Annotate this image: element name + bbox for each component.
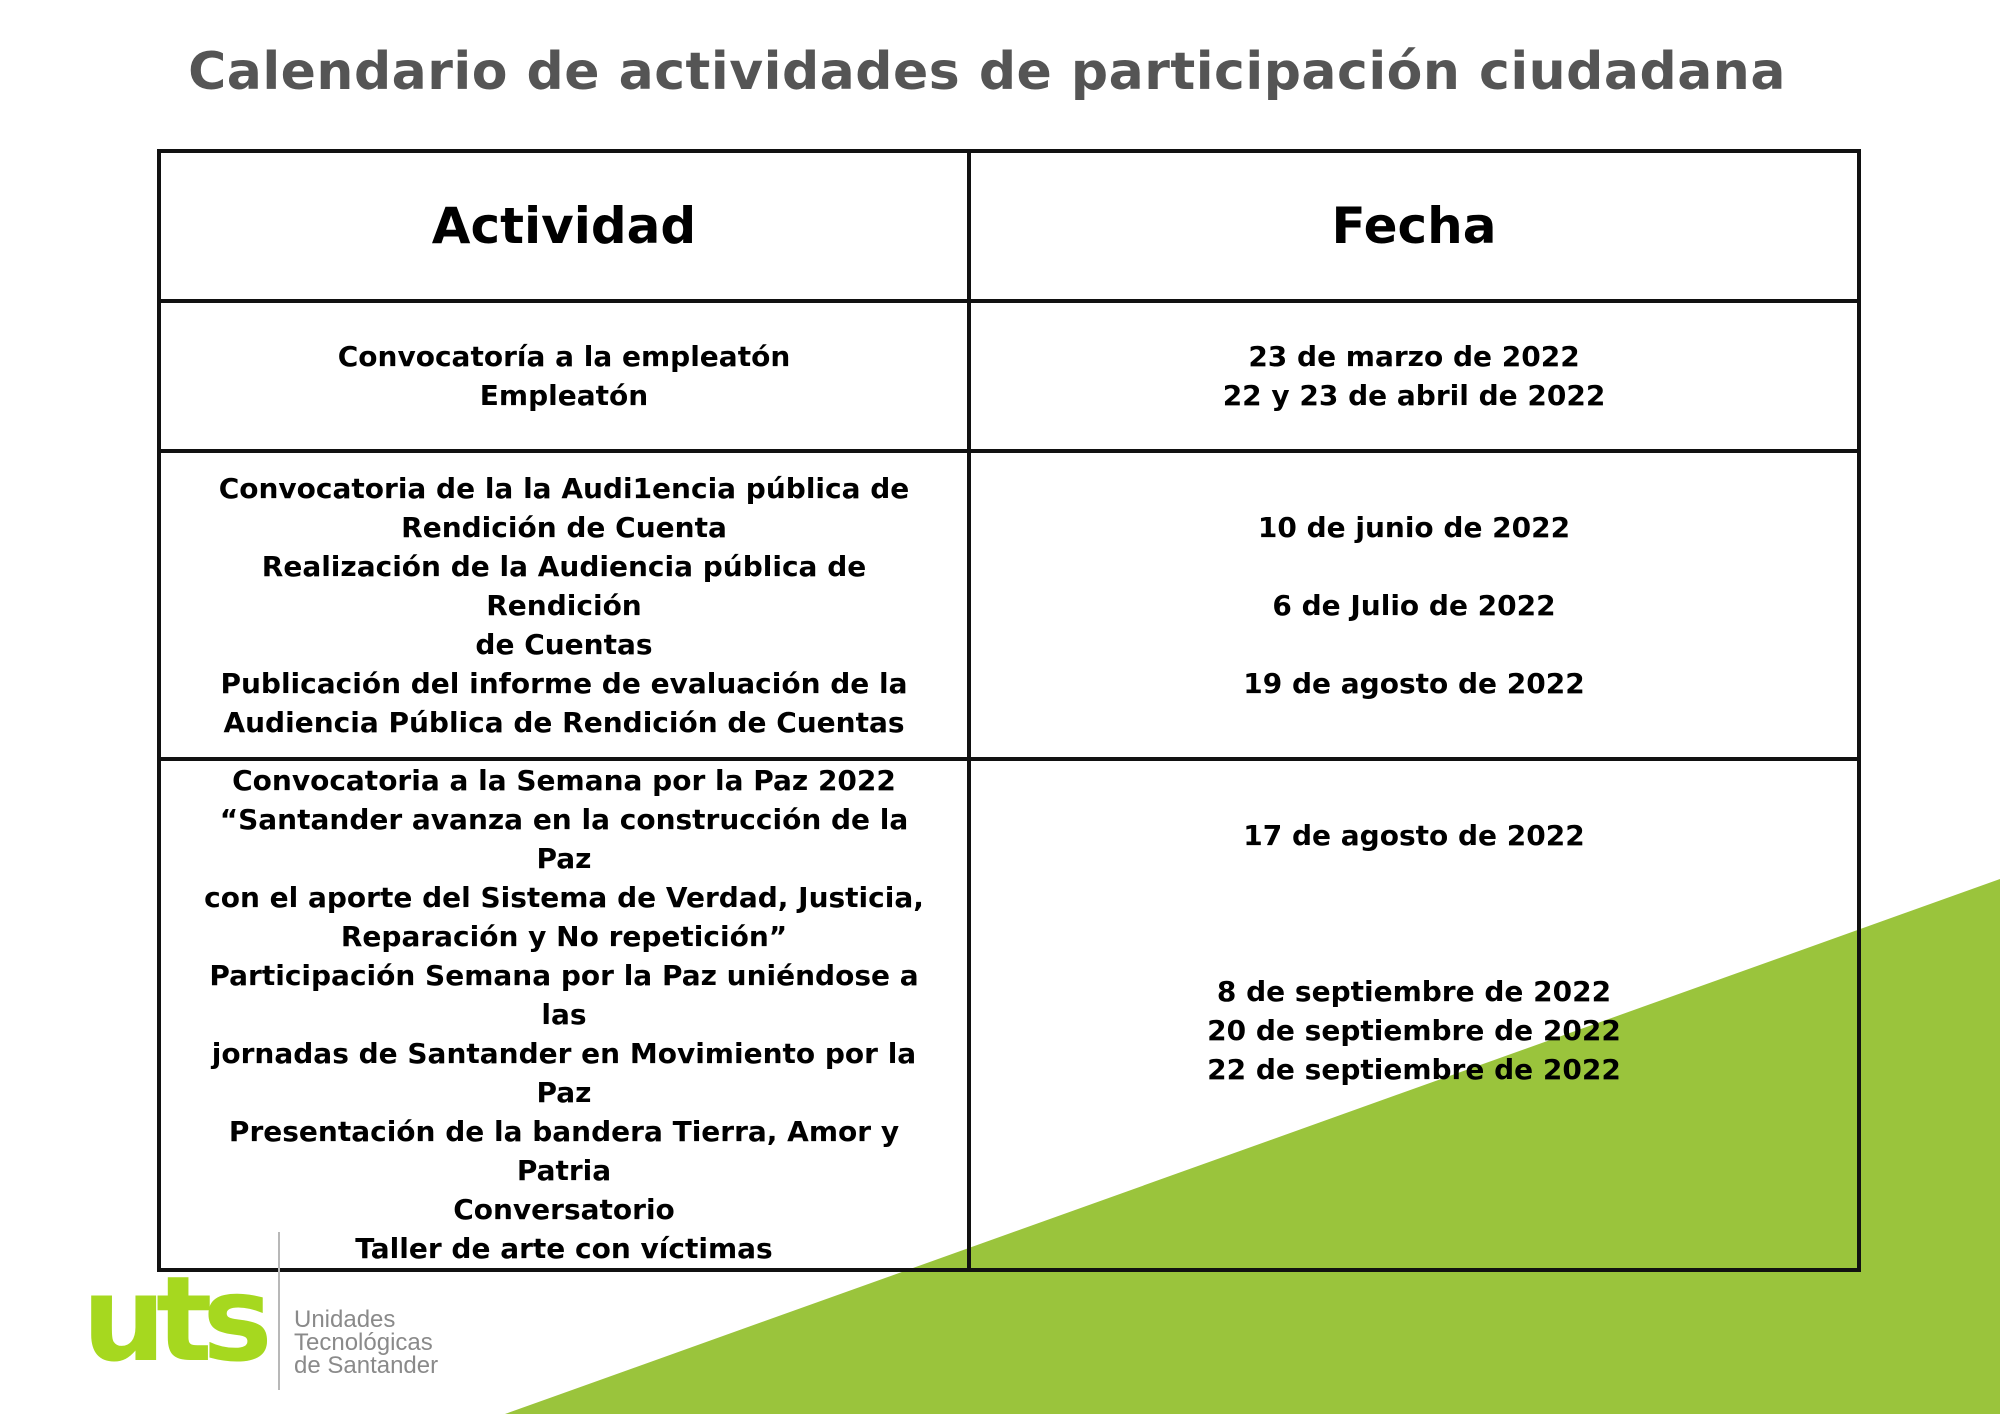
date-cell bbox=[969, 451, 1859, 759]
activity-line: Reparación y No repetición” bbox=[340, 920, 788, 953]
spacer bbox=[1001, 855, 1827, 972]
activity-line: Conversatorio bbox=[453, 1193, 675, 1226]
activity-line: Realización de la Audiencia pública de Rendición bbox=[261, 549, 867, 622]
column-header-activity: Actividad bbox=[159, 151, 969, 301]
table-row bbox=[159, 759, 1859, 1270]
spacer bbox=[1001, 547, 1827, 586]
activity-line: jornadas de Santander en Movimiento por la Paz bbox=[211, 1037, 917, 1109]
activity-line: Convocatoria de la la Audi1encia pública de bbox=[218, 471, 910, 505]
date-line: 20 de septiembre de 2022 bbox=[1207, 1014, 1621, 1047]
date-cell bbox=[969, 301, 1859, 451]
date-line: 23 de marzo de 2022 bbox=[1248, 340, 1580, 373]
svg-text:uts: uts bbox=[82, 1262, 263, 1372]
uts-logo-mark bbox=[82, 1262, 272, 1372]
activity-line: con el aporte del Sistema de Verdad, Justicia, bbox=[204, 881, 924, 914]
logo-text-line: Unidades bbox=[294, 1306, 396, 1333]
activity-cell bbox=[159, 759, 969, 1270]
activity-line: Presentación de la bandera Tierra, Amor y Patria bbox=[228, 1115, 900, 1187]
date-cell bbox=[969, 759, 1859, 1270]
activity-line: Publicación del informe de evaluación de la bbox=[220, 666, 908, 700]
table-row bbox=[159, 451, 1859, 759]
date-line: 10 de junio de 2022 bbox=[1257, 510, 1571, 544]
activity-line: Empleatón bbox=[479, 379, 649, 412]
date-line: 8 de septiembre de 2022 bbox=[1216, 975, 1612, 1008]
logo-divider bbox=[278, 1232, 280, 1390]
activity-line: Participación Semana por la Paz uniéndose a las bbox=[209, 959, 919, 1031]
page-title: Calendario de actividades de participación ciudadana bbox=[188, 42, 1786, 102]
date-stack bbox=[1001, 816, 1827, 1089]
activity-line: Rendición de Cuenta bbox=[401, 510, 727, 544]
table-row bbox=[159, 301, 1859, 451]
activity-line: Taller de arte con víctimas bbox=[355, 1232, 773, 1265]
activity-line: Convocatoría a la empleatón bbox=[337, 340, 791, 373]
spacer bbox=[1001, 625, 1827, 664]
activity-line: Convocatoria a la Semana por la Paz 2022 bbox=[232, 764, 896, 797]
logo-institution-name bbox=[294, 1308, 438, 1377]
activity-cell bbox=[159, 301, 969, 451]
table-header-row bbox=[159, 151, 1859, 301]
activity-cell bbox=[159, 451, 969, 759]
activity-line: Audiencia Pública de Rendición de Cuentas bbox=[223, 705, 905, 739]
logo-text-line: Tecnológicas bbox=[294, 1329, 433, 1356]
logo-text-line: de Santander bbox=[294, 1352, 439, 1379]
date-line: 22 y 23 de abril de 2022 bbox=[1222, 379, 1606, 412]
date-line: 22 de septiembre de 2022 bbox=[1207, 1053, 1621, 1086]
activity-calendar-table bbox=[157, 149, 1861, 1272]
date-line: 17 de agosto de 2022 bbox=[1243, 819, 1585, 852]
column-header-date: Fecha bbox=[969, 151, 1859, 301]
date-line: 6 de Julio de 2022 bbox=[1272, 588, 1556, 622]
activity-line: “Santander avanza en la construcción de la Paz bbox=[219, 803, 909, 875]
uts-logo bbox=[82, 1232, 462, 1392]
date-line: 19 de agosto de 2022 bbox=[1243, 666, 1585, 700]
activity-line: de Cuentas bbox=[475, 627, 653, 661]
